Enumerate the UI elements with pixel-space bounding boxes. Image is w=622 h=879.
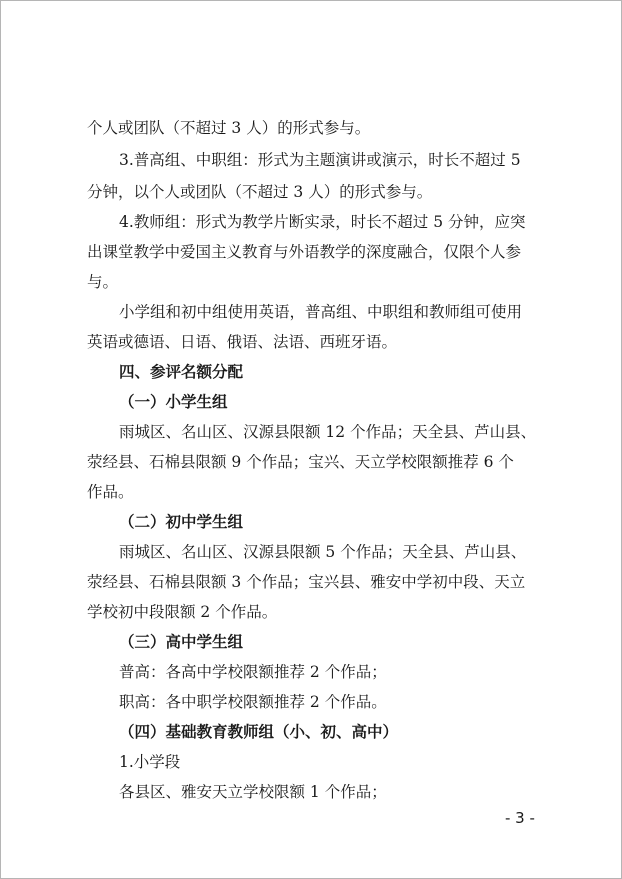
text-line: 职高：各中职学校限额推荐 2 个作品。 [119,693,387,711]
text-line: 荥经县、石棉县限额 3 个作品；宝兴县、雅安中学初中段、天立 [87,573,526,591]
text-line: 荥经县、石棉县限额 9 个作品；宝兴、天立学校限额推荐 6 个 [87,453,514,471]
text-line: 分钟，以个人或团队（不超过 3 人）的形式参与。 [87,183,433,201]
text-line: 小学组和初中组使用英语，普高组、中职组和教师组可使用 [119,303,523,321]
subsection-heading: （一）小学生组 [119,392,228,411]
text-line: 普高：各高中学校限额推荐 2 个作品； [119,663,387,681]
text-line: 4.教师组：形式为教学片断实录，时长不超过 5 分钟，应突 [119,213,526,231]
text-line: 出课堂教学中爱国主义教育与外语教学的深度融合，仅限个人参 [87,243,522,261]
subsection-heading: （四）基础教育教师组（小、初、高中） [119,722,399,741]
text-line: 各县区、雅安天立学校限额 1 个作品； [119,783,387,801]
text-line: 个人或团队（不超过 3 人）的形式参与。 [87,119,371,137]
text-line: 学校初中段限额 2 个作品。 [87,603,278,621]
text-line: 英语或德语、日语、俄语、法语、西班牙语。 [87,333,398,351]
page-number: - 3 - [505,809,535,827]
text-line: 与。 [87,273,119,291]
text-line: 3.普高组、中职组：形式为主题演讲或演示，时长不超过 5 [119,151,521,169]
section-heading: 四、参评名额分配 [119,362,244,381]
text-line: 雨城区、名山区、汉源县限额 5 个作品；天全县、芦山县、 [119,543,527,561]
text-line: 1.小学段 [119,753,181,771]
text-line: 作品。 [87,483,134,501]
text-line: 雨城区、名山区、汉源县限额 12 个作品；天全县、芦山县、 [119,423,537,441]
subsection-heading: （三）高中学生组 [119,632,244,651]
subsection-heading: （二）初中学生组 [119,512,244,531]
